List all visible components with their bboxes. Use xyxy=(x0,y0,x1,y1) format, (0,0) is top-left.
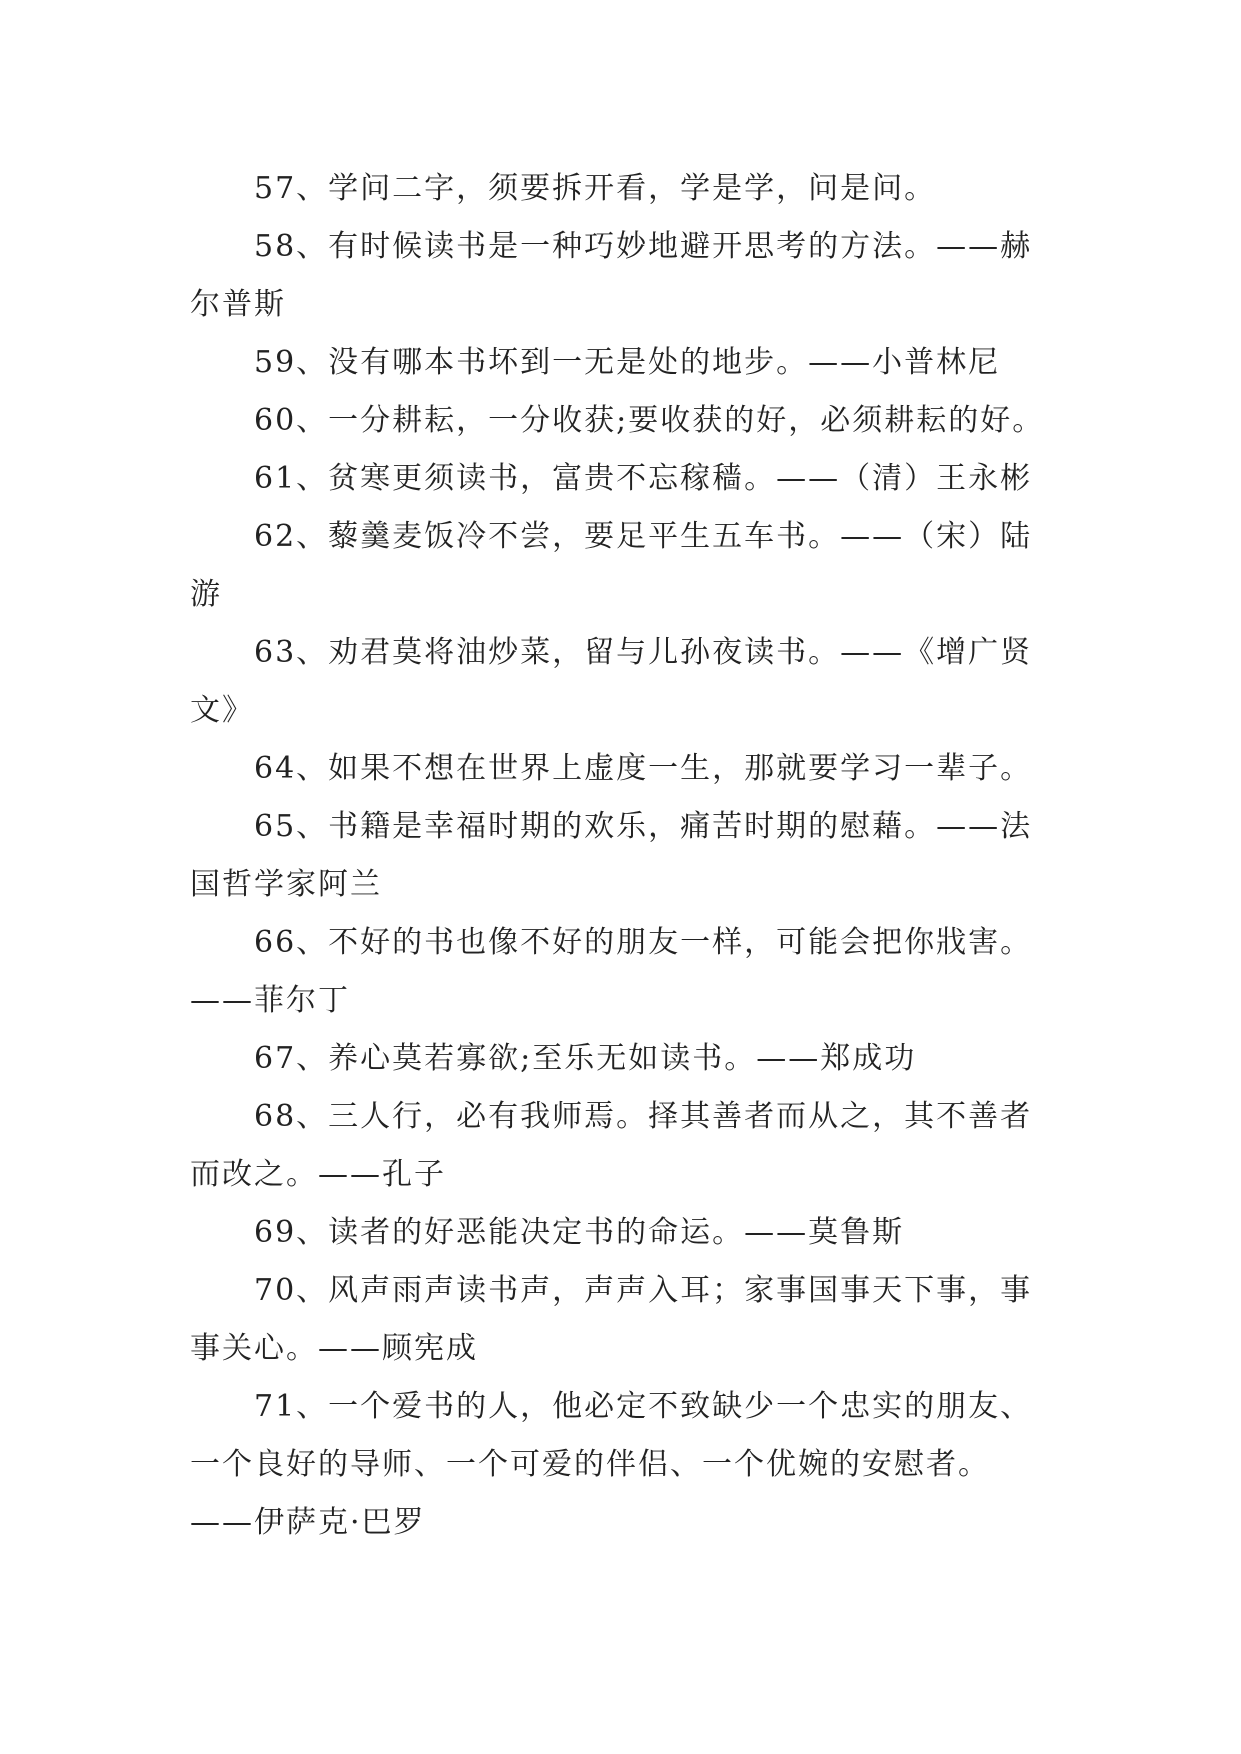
quote-58: 58、有时候读书是一种巧妙地避开思考的方法。——赫尔普斯 xyxy=(190,229,1033,322)
quote-71: 71、一个爱书的人，他必定不致缺少一个忠实的朋友、一个良好的导师、一个可爱的伴侣、一个优婉的安慰者。——伊萨克·巴罗 xyxy=(190,1389,1033,1540)
quote-57: 57、学问二字，须要拆开看，学是学，问是问。 xyxy=(254,171,937,206)
quote-69: 69、读者的好恶能决定书的命运。——莫鲁斯 xyxy=(254,1215,905,1250)
quote-68: 68、三人行，必有我师焉。择其善者而从之，其不善者而改之。——孔子 xyxy=(190,1099,1033,1192)
quote-64: 64、如果不想在世界上虚度一生，那就要学习一辈子。 xyxy=(254,751,1033,786)
quote-67: 67、养心莫若寡欲;至乐无如读书。——郑成功 xyxy=(254,1041,917,1076)
quote-61: 61、贫寒更须读书，富贵不忘稼穑。——（清）王永彬 xyxy=(254,461,1033,496)
quote-59: 59、没有哪本书坏到一无是处的地步。——小普林尼 xyxy=(254,345,1001,380)
quote-66: 66、不好的书也像不好的朋友一样，可能会把你戕害。——菲尔丁 xyxy=(190,925,1033,1018)
quote-62: 62、藜羹麦饭冷不尝，要足平生五车书。——（宋）陆游 xyxy=(190,519,1033,612)
quote-list xyxy=(190,160,1050,1552)
quote-63: 63、劝君莫将油炒菜，留与儿孙夜读书。——《增广贤文》 xyxy=(190,635,1033,728)
quote-60: 60、一分耕耘，一分收获;要收获的好，必须耕耘的好。 xyxy=(254,403,1045,438)
quote-65: 65、书籍是幸福时期的欢乐，痛苦时期的慰藉。——法国哲学家阿兰 xyxy=(190,809,1033,902)
quote-70: 70、风声雨声读书声，声声入耳；家事国事天下事，事事关心。——顾宪成 xyxy=(190,1273,1033,1366)
